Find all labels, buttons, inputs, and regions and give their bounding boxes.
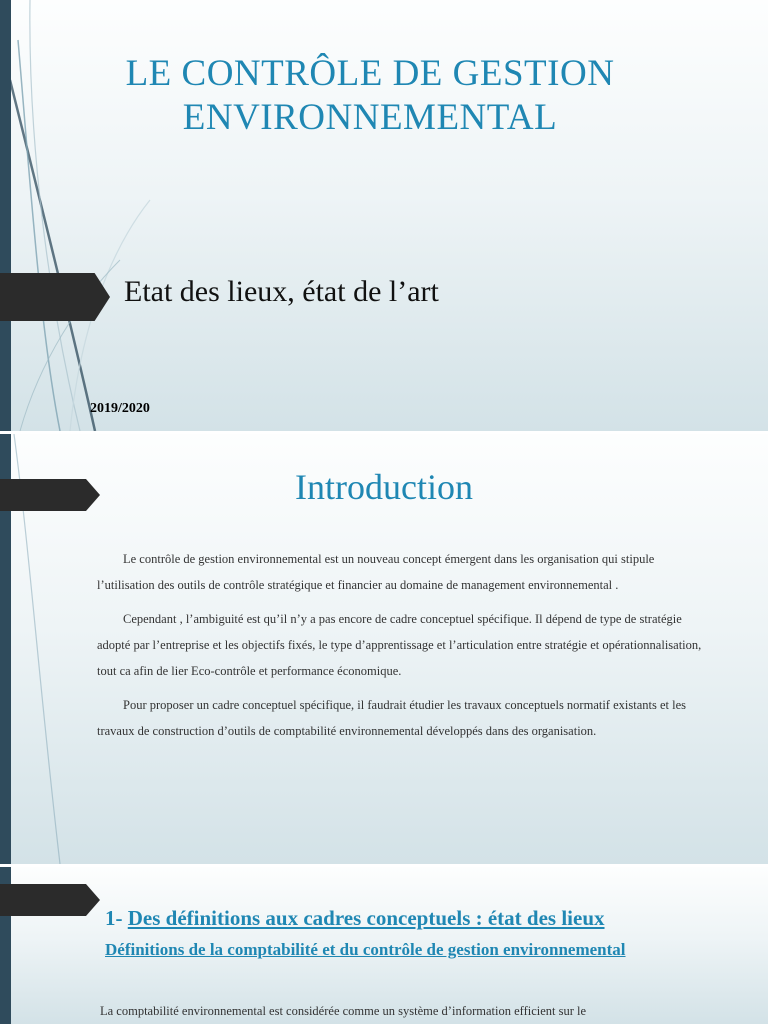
academic-year: 2019/2020 — [90, 401, 150, 416]
arrow-shape — [0, 884, 100, 916]
paragraph: Le contrôle de gestion environnemental est un nouveau concept émergent dans les organisation qui stipule l’utilisation des outils de contrôle stratégique et financier au domaine de management environnemental . — [97, 552, 655, 592]
section-heading — [105, 906, 605, 931]
section-heading-text: Des définitions aux cadres conceptuels : état des lieux — [127, 906, 605, 930]
arrow-shape — [0, 273, 110, 321]
section-body: La comptabilité environnemental est considérée comme un système d’information efficient sur le — [100, 1004, 587, 1018]
section-number: 1- — [105, 906, 128, 930]
section-subheading: Définitions de la comptabilité et du contrôle de gestion environnemental — [105, 940, 626, 959]
introduction-body — [97, 546, 709, 752]
left-accent-bar — [0, 0, 11, 431]
paragraph: Cependant , l’ambiguité est qu’il n’y a pas encore de cadre conceptuel spécifique. Il dépend de type de stratégie adopté par l’entreprise et les objectifs fixés, le type d’apprentissage et l’articulation entre stratégie et opérationnalisation, tout ca afin de lier Eco-contrôle et performance économique. — [97, 612, 702, 678]
introduction-heading: Introduction — [295, 467, 473, 507]
paragraph: Pour proposer un cadre conceptuel spécifique, il faudrait étudier les travaux conceptuels normatif existants et les travaux de construction d’outils de comptabilité environnemental développés dans des organisation. — [97, 698, 686, 738]
slide-subtitle: Etat des lieux, état de l’art — [124, 275, 439, 308]
slide-title-heading: LE CONTRÔLE DE GESTION ENVIRONNEMENTAL — [125, 53, 615, 138]
slide-title — [0, 0, 768, 431]
